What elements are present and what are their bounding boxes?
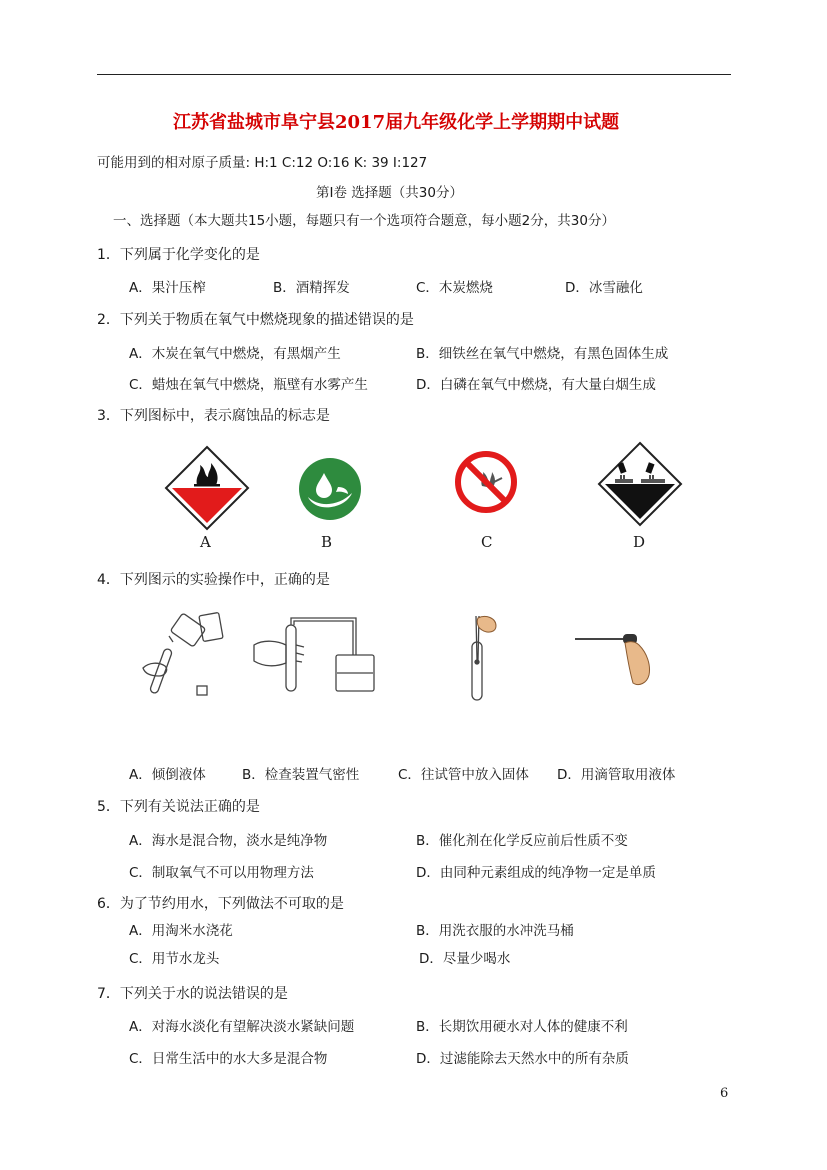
q4-option-c: C．往试管中放入固体: [398, 767, 529, 783]
q4-option-a: A．倾倒液体: [129, 767, 206, 783]
q6-option-c: C．用节水龙头: [129, 951, 220, 967]
q7-option-d: D．过滤能除去天然水中的所有杂质: [416, 1051, 629, 1067]
header-rule: [97, 74, 731, 75]
q7-stem: 7．下列关于水的说法错误的是: [97, 986, 288, 1002]
q1-option-a: A．果汁压榨: [129, 280, 206, 296]
q3-stem: 3．下列图标中，表示腐蚀品的标志是: [97, 408, 330, 424]
page-title: 江苏省盐城市阜宁县2017届九年级化学上学期期中试题: [173, 112, 620, 133]
q5-option-d: D．由同种元素组成的纯净物一定是单质: [416, 865, 656, 881]
flammable-sign-icon: [164, 445, 250, 531]
q3-label-d: D: [633, 533, 646, 551]
q1-stem: 1．下列属于化学变化的是: [97, 247, 260, 263]
dropper-illustration: [573, 625, 653, 690]
q6-option-d: D．尽量少喝水: [419, 951, 511, 967]
pour-liquid-illustration: [135, 610, 225, 705]
q3-label-b: B: [321, 533, 333, 551]
atomic-masses: 可能用到的相对原子质量: H:1 C:12 O:16 K: 39 I:127: [97, 155, 428, 171]
q1-option-d: D．冰雪融化: [565, 280, 643, 296]
q6-stem: 6．为了节约用水，下列做法不可取的是: [97, 896, 344, 912]
q3-label-a: A: [200, 533, 211, 551]
q2-option-b: B．细铁丝在氧气中燃烧，有黑色固体生成: [416, 346, 669, 362]
q2-option-a: A．木炭在氧气中燃烧，有黑烟产生: [129, 346, 341, 362]
water-saving-sign-icon: [298, 457, 362, 521]
q1-option-b: B．酒精挥发: [273, 280, 350, 296]
airtightness-check-illustration: [246, 615, 376, 695]
q4-option-b: B．检查装置气密性: [242, 767, 360, 783]
q2-stem: 2．下列关于物质在氧气中燃烧现象的描述错误的是: [97, 312, 414, 328]
q7-option-c: C．日常生活中的水大多是混合物: [129, 1051, 328, 1067]
q4-option-d: D．用滴管取用液体: [557, 767, 676, 783]
q2-option-c: C．蜡烛在氧气中燃烧，瓶壁有水雾产生: [129, 377, 368, 393]
q5-option-b: B．催化剂在化学反应前后性质不变: [416, 833, 628, 849]
corrosive-sign-icon: [597, 441, 683, 527]
q7-option-a: A．对海水淡化有望解决淡水紧缺问题: [129, 1019, 355, 1035]
q4-stem: 4．下列图示的实验操作中，正确的是: [97, 572, 330, 588]
page-number: 6: [720, 1086, 729, 1101]
q1-option-c: C．木炭燃烧: [416, 280, 493, 296]
q6-option-b: B．用洗衣服的水冲洗马桶: [416, 923, 574, 939]
q5-option-a: A．海水是混合物，淡水是纯净物: [129, 833, 328, 849]
q5-stem: 5．下列有关说法正确的是: [97, 799, 260, 815]
section-heading: 第Ⅰ卷 选择题（共30分）: [316, 185, 463, 201]
q5-option-c: C．制取氧气不可以用物理方法: [129, 865, 314, 881]
q7-option-b: B．长期饮用硬水对人体的健康不利: [416, 1019, 628, 1035]
tweezers-tube-illustration: [462, 612, 502, 702]
no-smoking-sign-icon: [454, 450, 518, 514]
q6-option-a: A．用淘米水浇花: [129, 923, 233, 939]
part-intro: 一、选择题（本大题共15小题，每题只有一个选项符合题意，每小题2分，共30分）: [113, 213, 615, 229]
q3-label-c: C: [481, 533, 493, 551]
q2-option-d: D．白磷在氧气中燃烧，有大量白烟生成: [416, 377, 656, 393]
